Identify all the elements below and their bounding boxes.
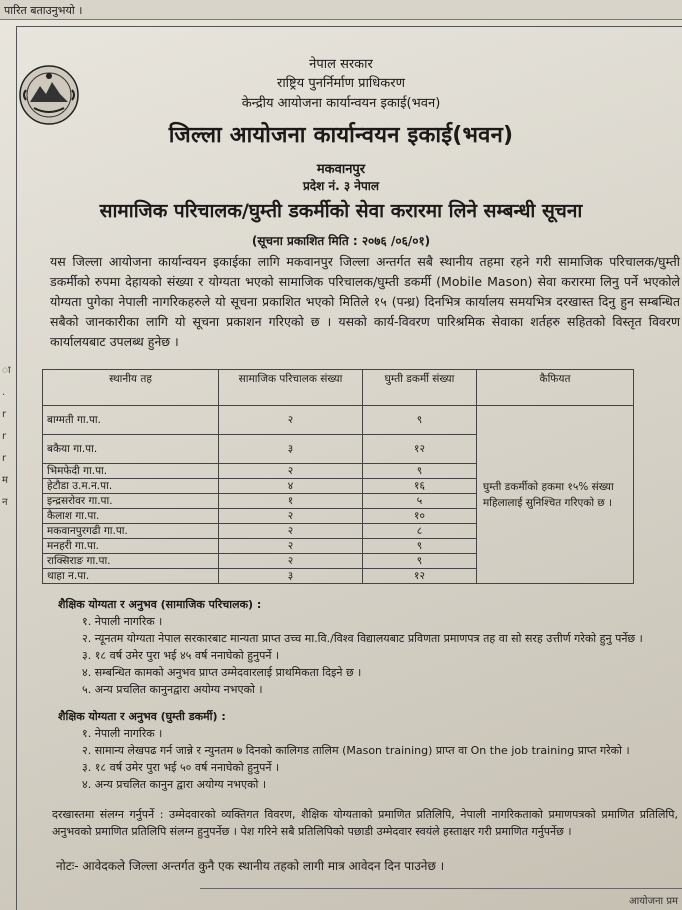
authority-name: राष्ट्रिय पुनर्निर्माण प्राधिकरण [277, 76, 405, 91]
published-date: (सूचना प्रकाशित मिति : २०७६ /०६/०१) [251, 234, 431, 248]
mason-count: १२ [363, 569, 477, 584]
social-count: २ [219, 464, 363, 479]
previous-clipping-strip: पारित बताउनुभयो । [0, 0, 682, 20]
social-count: ३ [219, 569, 363, 584]
social-count: १ [219, 494, 363, 509]
list-item: ४. सम्बन्धित कामको अनुभव प्राप्त उम्मेदवारलाई प्राथमिकता दिइने छ । [82, 666, 362, 679]
social-count: २ [219, 524, 363, 539]
mason-count: ९ [363, 464, 477, 479]
margin-fragment: म [2, 475, 8, 486]
social-count: २ [219, 509, 363, 524]
list-item: ३. १८ वर्ष उमेर पुरा भई ४५ वर्ष ननाघेको हुनुपर्ने । [82, 649, 280, 662]
col-header-local-level: स्थानीय तह [43, 370, 219, 406]
list-item: १. नेपाली नागरिक । [82, 727, 163, 740]
mason-count: ५ [363, 494, 477, 509]
govt-name: नेपाल सरकार [309, 57, 373, 72]
central-unit-name: केन्द्रीय आयोजना कार्यान्वयन इकाई(भवन) [241, 96, 441, 111]
local-level-name: मनहरी गा.पा. [43, 539, 219, 554]
list-item: १. नेपाली नागरिक । [82, 615, 163, 628]
list-item: ३. १८ वर्ष उमेर पुरा भई ५० वर्ष ननाघेको हुनुपर्ने । [82, 761, 280, 774]
local-level-name: थाहा न.पा. [43, 569, 219, 584]
table-row [43, 406, 634, 435]
social-count: २ [219, 406, 363, 435]
margin-fragment: न [2, 497, 8, 508]
local-level-name: इन्द्रसरोवर गा.पा. [43, 494, 219, 509]
mason-count: १० [363, 509, 477, 524]
qualifications-mason [58, 708, 680, 793]
left-margin-fragments [2, 360, 14, 514]
list-item: २. न्यूनतम योग्यता नेपाल सरकारबाट मान्यता प्राप्त उच्च मा.वि./विश्व विद्यालयबाट प्रविणता प्रमाणपत्र तह वा सो सरह उत्तीर्ण गरेको हुनु पर्नेछ । [82, 632, 643, 645]
col-header-mason-count: घुम्ती डकर्मी संख्या [363, 370, 477, 406]
local-level-name: मकवानपुरगढी गा.पा. [43, 524, 219, 539]
note-text: नोटः- आवेदकले जिल्ला अन्तर्गत कुनै एक स्थानीय तहको लागी मात्र आवेदन दिन पाउनेछ । [56, 859, 445, 873]
attachments-text: दरखास्तमा संलग्न गर्नुपर्ने : उम्मेदवारको व्यक्तिगत विवरण, शैक्षिक योग्यताको प्रमाणित प्रतिलिपि, नेपाली नागरिकताको प्रमाणपत्रको प्रमाणित प्रतिलिपि, अनुभवको प्रमाणित प्रतिलिपि संलग्न हुनुपर्नेछ । पेश गरिने सबै प्रतिलिपिको पछाडी उम्मेदवार स्वयंले हस्ताक्षर गरी प्रमाणित गर्नुपर्नेछ । [52, 808, 678, 838]
local-level-name: हेटौडा उ.म.न.पा. [43, 479, 219, 494]
social-count: ४ [219, 479, 363, 494]
qualifications-list [58, 725, 680, 793]
margin-fragment: ा [2, 365, 11, 376]
table-header-row [43, 370, 634, 406]
mason-count: १६ [363, 479, 477, 494]
list-item: ४. अन्य प्रचलित कानुन द्वारा अयोग्य नभएको । [82, 778, 267, 791]
col-header-remarks: कैफियत [477, 370, 634, 406]
mason-count: १२ [363, 435, 477, 464]
social-count: २ [219, 554, 363, 569]
mason-count: ८ [363, 524, 477, 539]
mason-count: ९ [363, 539, 477, 554]
mason-count: ९ [363, 554, 477, 569]
margin-fragment: r [2, 453, 7, 464]
section-title: शैक्षिक योग्यता र अनुभव (घुम्ती डकर्मी) : [58, 710, 226, 723]
local-level-name: कैलाश गा.पा. [43, 509, 219, 524]
list-item: २. सामान्य लेखपढ गर्न जान्ने र न्युनतम ७ दिनको कालिगड तालिम (Mason training) प्राप्त वा On the job training प्राप्त गरेको । [82, 744, 630, 757]
social-count: २ [219, 539, 363, 554]
margin-fragment: r [2, 409, 7, 420]
positions-table [42, 369, 634, 584]
col-header-social-count: सामाजिक परिचालक संख्या [219, 370, 363, 406]
local-level-name: बाग्मती गा.पा. [43, 406, 219, 435]
section-title: शैक्षिक योग्यता र अनुभव (सामाजिक परिचालक) : [58, 598, 262, 611]
office-title: जिल्ला आयोजना कार्यान्वयन इकाई(भवन) [168, 123, 514, 148]
next-clipping-strip: आयोजना प्रम [200, 888, 682, 910]
notice-title: सामाजिक परिचालक/घुम्ती डकर्मीको सेवा करारमा लिने सम्बन्धी सूचना [99, 200, 583, 222]
social-count: ३ [219, 435, 363, 464]
local-level-name: बकैया गा.पा. [43, 435, 219, 464]
qualifications-social [58, 596, 680, 698]
qualifications-list [58, 613, 680, 698]
margin-fragment: r [2, 431, 7, 442]
margin-fragment: . [2, 387, 6, 398]
list-item: ५. अन्य प्रचलित कानुनद्वारा अयोग्य नभएको । [82, 683, 263, 696]
mason-count: ९ [363, 406, 477, 435]
notice-body: यस जिल्ला आयोजना कार्यान्वयन इकाईका लागि मकवानपुर जिल्ला अन्तर्गत सबै स्थानीय तहमा रहने गरी सामाजिक परिचालक/घुम्ती डकर्मीको रुपमा देहायको संख्या र योग्यता भएको सामाजिक परिचालक/घुम्ती डकर्मी (Mobile Mason) सेवा करारमा लिनु पर्ने भएकोले योग्यता पुगेका नेपाली नागरिकहरुले यो सूचना प्रकाशित भएको मितिले १५ (पन्ध्र) दिनभित्र कार्यालय समयभित्र दरखास्त दिनु हुन सम्बन्धित सबैको जानकारीका लागि यो सूचना प्रकाशन गरिएको छ । यसको कार्य-विवरण पारिश्रमिक सेवाका शर्तहरु सहितको विस्तृत विवरण कार्यालयबाट उपलब्ध हुनेछ । [50, 254, 680, 349]
province-name: प्रदेश नं. ३ नेपाल [302, 179, 380, 193]
local-level-name: राक्सिराङ गा.पा. [43, 554, 219, 569]
local-level-name: भिमफेदी गा.पा. [43, 464, 219, 479]
remarks-cell: घुम्ती डकर्मीको हकमा १५% संख्या महिलालाई सुनिश्चित गरिएको छ । [477, 406, 634, 584]
district-name: मकवानपुर [316, 162, 366, 177]
